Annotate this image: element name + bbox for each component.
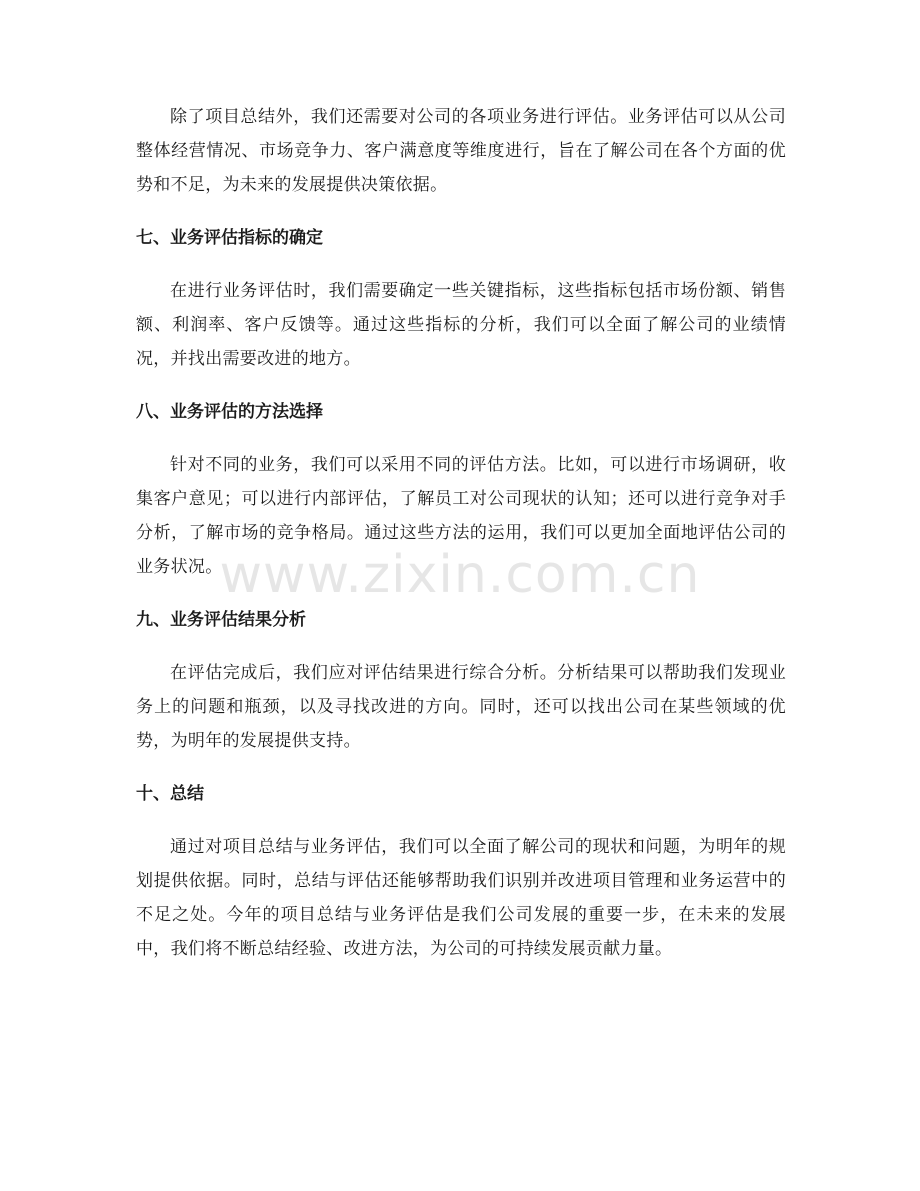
section-heading-9: 九、业务评估结果分析 (136, 610, 306, 630)
section-body-9: 在评估完成后，我们应对评估结果进行综合分析。分析结果可以帮助我们发现业务上的问题和瓶颈，以及寻找改进的方向。同时，还可以找出公司在某些领域的优势，为明年的发展提供支持。 (136, 663, 786, 751)
section-body-10: 通过对项目总结与业务评估，我们可以全面了解公司的现状和问题，为明年的规划提供依据。同时，总结与评估还能够帮助我们识别并改进项目管理和业务运营中的不足之处。今年的项目总结与业务评估是我们公司发展的重要一步，在未来的发展中，我们将不断总结经验、改进方法，为公司的可持续发展贡献力量。 (136, 837, 786, 959)
section-body-7: 在进行业务评估时，我们需要确定一些关键指标，这些指标包括市场份额、销售额、利润率、客户反馈等。通过这些指标的分析，我们可以全面了解公司的业绩情况，并找出需要改进的地方。 (136, 281, 786, 369)
section-body-8: 针对不同的业务，我们可以采用不同的评估方法。比如，可以进行市场调研，收集客户意见；可以进行内部评估，了解员工对公司现状的认知；还可以进行竞争对手分析，了解市场的竞争格局。通过这些方法的运用，我们可以更加全面地评估公司的业务状况。 (136, 455, 786, 577)
section-heading-7: 七、业务评估指标的确定 (136, 228, 323, 248)
section-heading-8: 八、业务评估的方法选择 (136, 402, 323, 422)
section-heading-10: 十、总结 (136, 784, 204, 804)
intro-paragraph: 除了项目总结外，我们还需要对公司的各项业务进行评估。业务评估可以从公司整体经营情况、市场竞争力、客户满意度等维度进行，旨在了解公司在各个方面的优势和不足，为未来的发展提供决策依据。 (136, 107, 786, 195)
document-content (136, 100, 786, 966)
watermark-text: www.zixin.com.cn (219, 545, 701, 605)
